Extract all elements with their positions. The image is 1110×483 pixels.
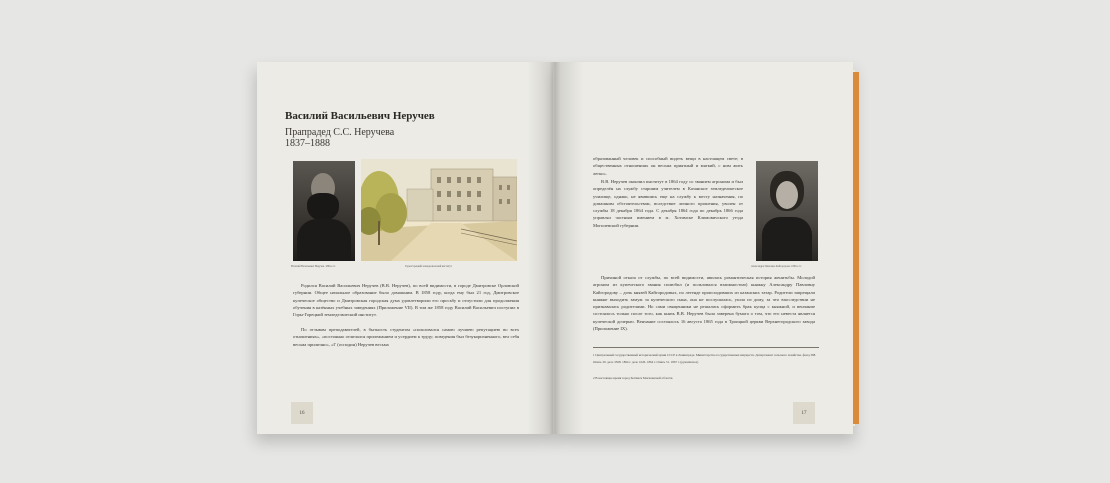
subtitle-relation: Прапрадед С.С. Неручева xyxy=(285,127,395,138)
portrait-caption: Василий Васильевич Неручев. 1860-е гг. xyxy=(291,265,336,268)
left-page xyxy=(257,62,557,434)
page-number-left: 16 xyxy=(291,402,313,424)
subtitle-years: 1837–1888 xyxy=(285,138,330,149)
right-page xyxy=(553,62,853,434)
cover-edge xyxy=(853,72,859,424)
institute-sketch-image xyxy=(361,159,517,261)
portrait-photo-man xyxy=(293,161,355,261)
left-paragraph-1: Родился Василий Васильевич Неручев (В.В. Неручев), по всей видимости, в городе Дмитровске Орловской губернии. Общее начальное образование было домашним. В 1858 году, когда ему был 21 год, Дмитровское купеческое общество и Дмитровская городская дума удовлетворили его просьбу и отпустили для продолжения обучения в казённых учебных заведениях (Приложение VII). В том же 1858 году Василий Васильевич поступил в Горы-Горецкий земледельческий институт. xyxy=(293,283,519,318)
portrait-caption-woman: Александра Павловна Кайгородова. 1860-е гг. xyxy=(751,265,802,268)
page-subtitle xyxy=(285,127,394,149)
right-paragraph-1: образованный человек и способный видеть вещи в настоящем свете; в общественных отношениях он весьма приятный и мягкий, с ним жить легко». xyxy=(593,156,743,176)
footnote-1: 1 Центральный государственный исторический архив СССР в Ленинграде. Министерство государственных имуществ. Департамент сельского хозяйства. фонд 398. Опись 30. дело 3568. 1864 г. дело 1626. 1864 г. Опись 31. 1867 г. (рукописное) xyxy=(593,353,816,364)
right-paragraph-2: В.В. Неручев окончил институт в 1864 году со званием агронома и был определён на службу старшим учителем в Казанское земледельческое училище, однако, не явившись еще на службу к месту назначения, по домашним обстоятельствам, вследствие личного прошения, уволен от службы 18 декабря 1864 года. С декабря 1864 года по декабрь 1866 года управлял частным имением в м. Хотимске Климовичского уезда Могилевской губернии. xyxy=(593,179,743,228)
page-number-right: 17 xyxy=(793,402,815,424)
sketch-caption: Горы-Горецкий земледельческий институт xyxy=(405,265,452,268)
portrait-photo-woman xyxy=(756,161,818,261)
footnote-2: 2 В настоящее время город Хотимск Могилевской области. xyxy=(593,376,674,380)
left-paragraph-2: По отзывам преподавателей, в бытность студентом «пользовался самою лучшею репутациею во всех отношениях», «постоянно отличался прилежанием и усердием к труду; поведения был безукоризненного, вел себя весьма прилично», «Г (осподин) Неручев весьма xyxy=(293,327,519,347)
footnote-rule xyxy=(593,347,819,348)
right-paragraph-3: Причиной отказа от службы, по всей видимости, явилась романтическая история женитьбы. Молодой агроном из купеческого звания полюбил (и пользовался взаимностью) княжну Александру Павловну Кайгородову – дочь князей Кайгородовых, по легенде происходивших из казанских татар. Родители запрещали княжне выходить замуж за купеческого сына, она не послушалась, ушла из дому, за что впоследствии не признавалась родителями. Но сами священники не решались оформить брак купца с княжной, и венчание состоялось только после того, как князь В.В. Неручев была заверена бумага о том, что его невеста является купеческой дочерью. Венчание состоялось 16 августа 1865 года в Троицкой церкви Верхнегородского завода (Приложение IX). xyxy=(593,275,815,332)
page-heading: Василий Васильевич Неручев xyxy=(285,110,435,122)
